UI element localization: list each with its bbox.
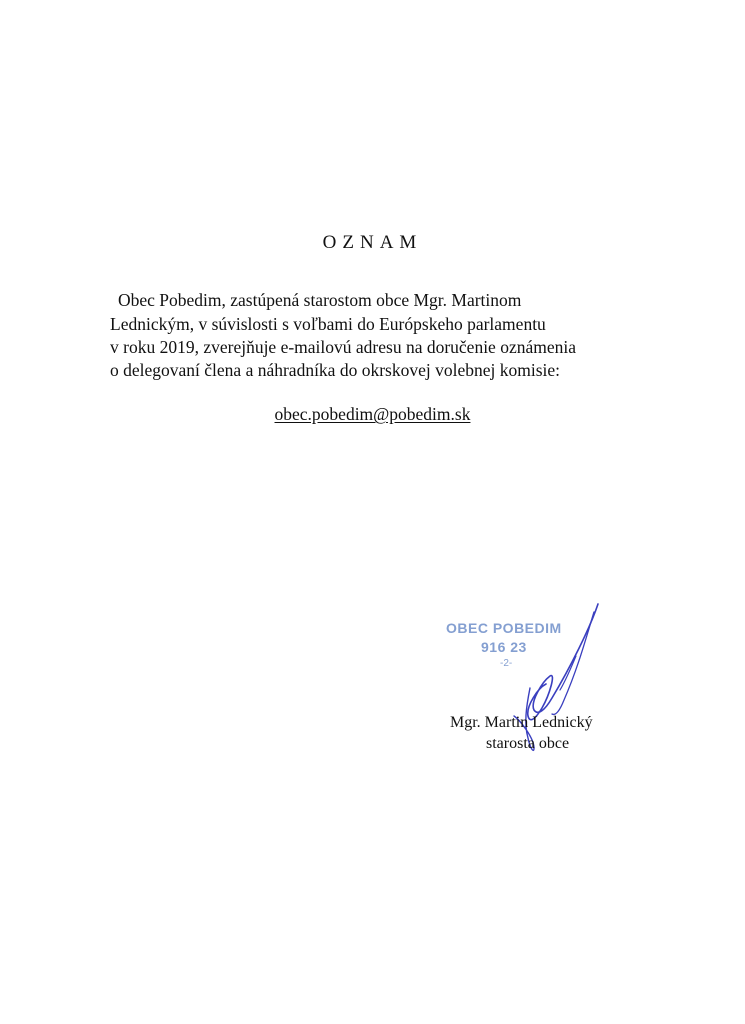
email-block [0,404,745,425]
stamp-line-1: OBEC POBEDIM [446,620,562,636]
body-line-4: o delegovaní člena a náhradníka do okrskovej volebnej komisie: [110,360,561,380]
signer-name: Mgr. Martin Lednický [450,714,593,731]
stamp-line-3: -2- [500,658,513,669]
body-line-3: v roku 2019, zverejňuje e-mailovú adresu na doručenie oznámenia [110,337,576,357]
body-paragraph [118,289,638,311]
document-title: OZNAM [322,232,423,253]
body-line-2: Lednickým, v súvislosti s voľbami do Európskeho parlamentu [110,314,546,334]
body-paragraph-cont-1 [110,313,630,335]
signer-role: starosta obce [486,735,570,752]
email-link[interactable]: obec.pobedim@pobedim.sk [274,404,471,424]
body-paragraph-cont-2 [110,336,630,358]
body-paragraph-cont-3 [110,359,630,381]
signer-block [450,712,630,754]
stamp-line-2: 916 23 [481,639,527,655]
body-line-1: Obec Pobedim, zastúpená starostom obce Mgr. Martinom [118,290,522,310]
